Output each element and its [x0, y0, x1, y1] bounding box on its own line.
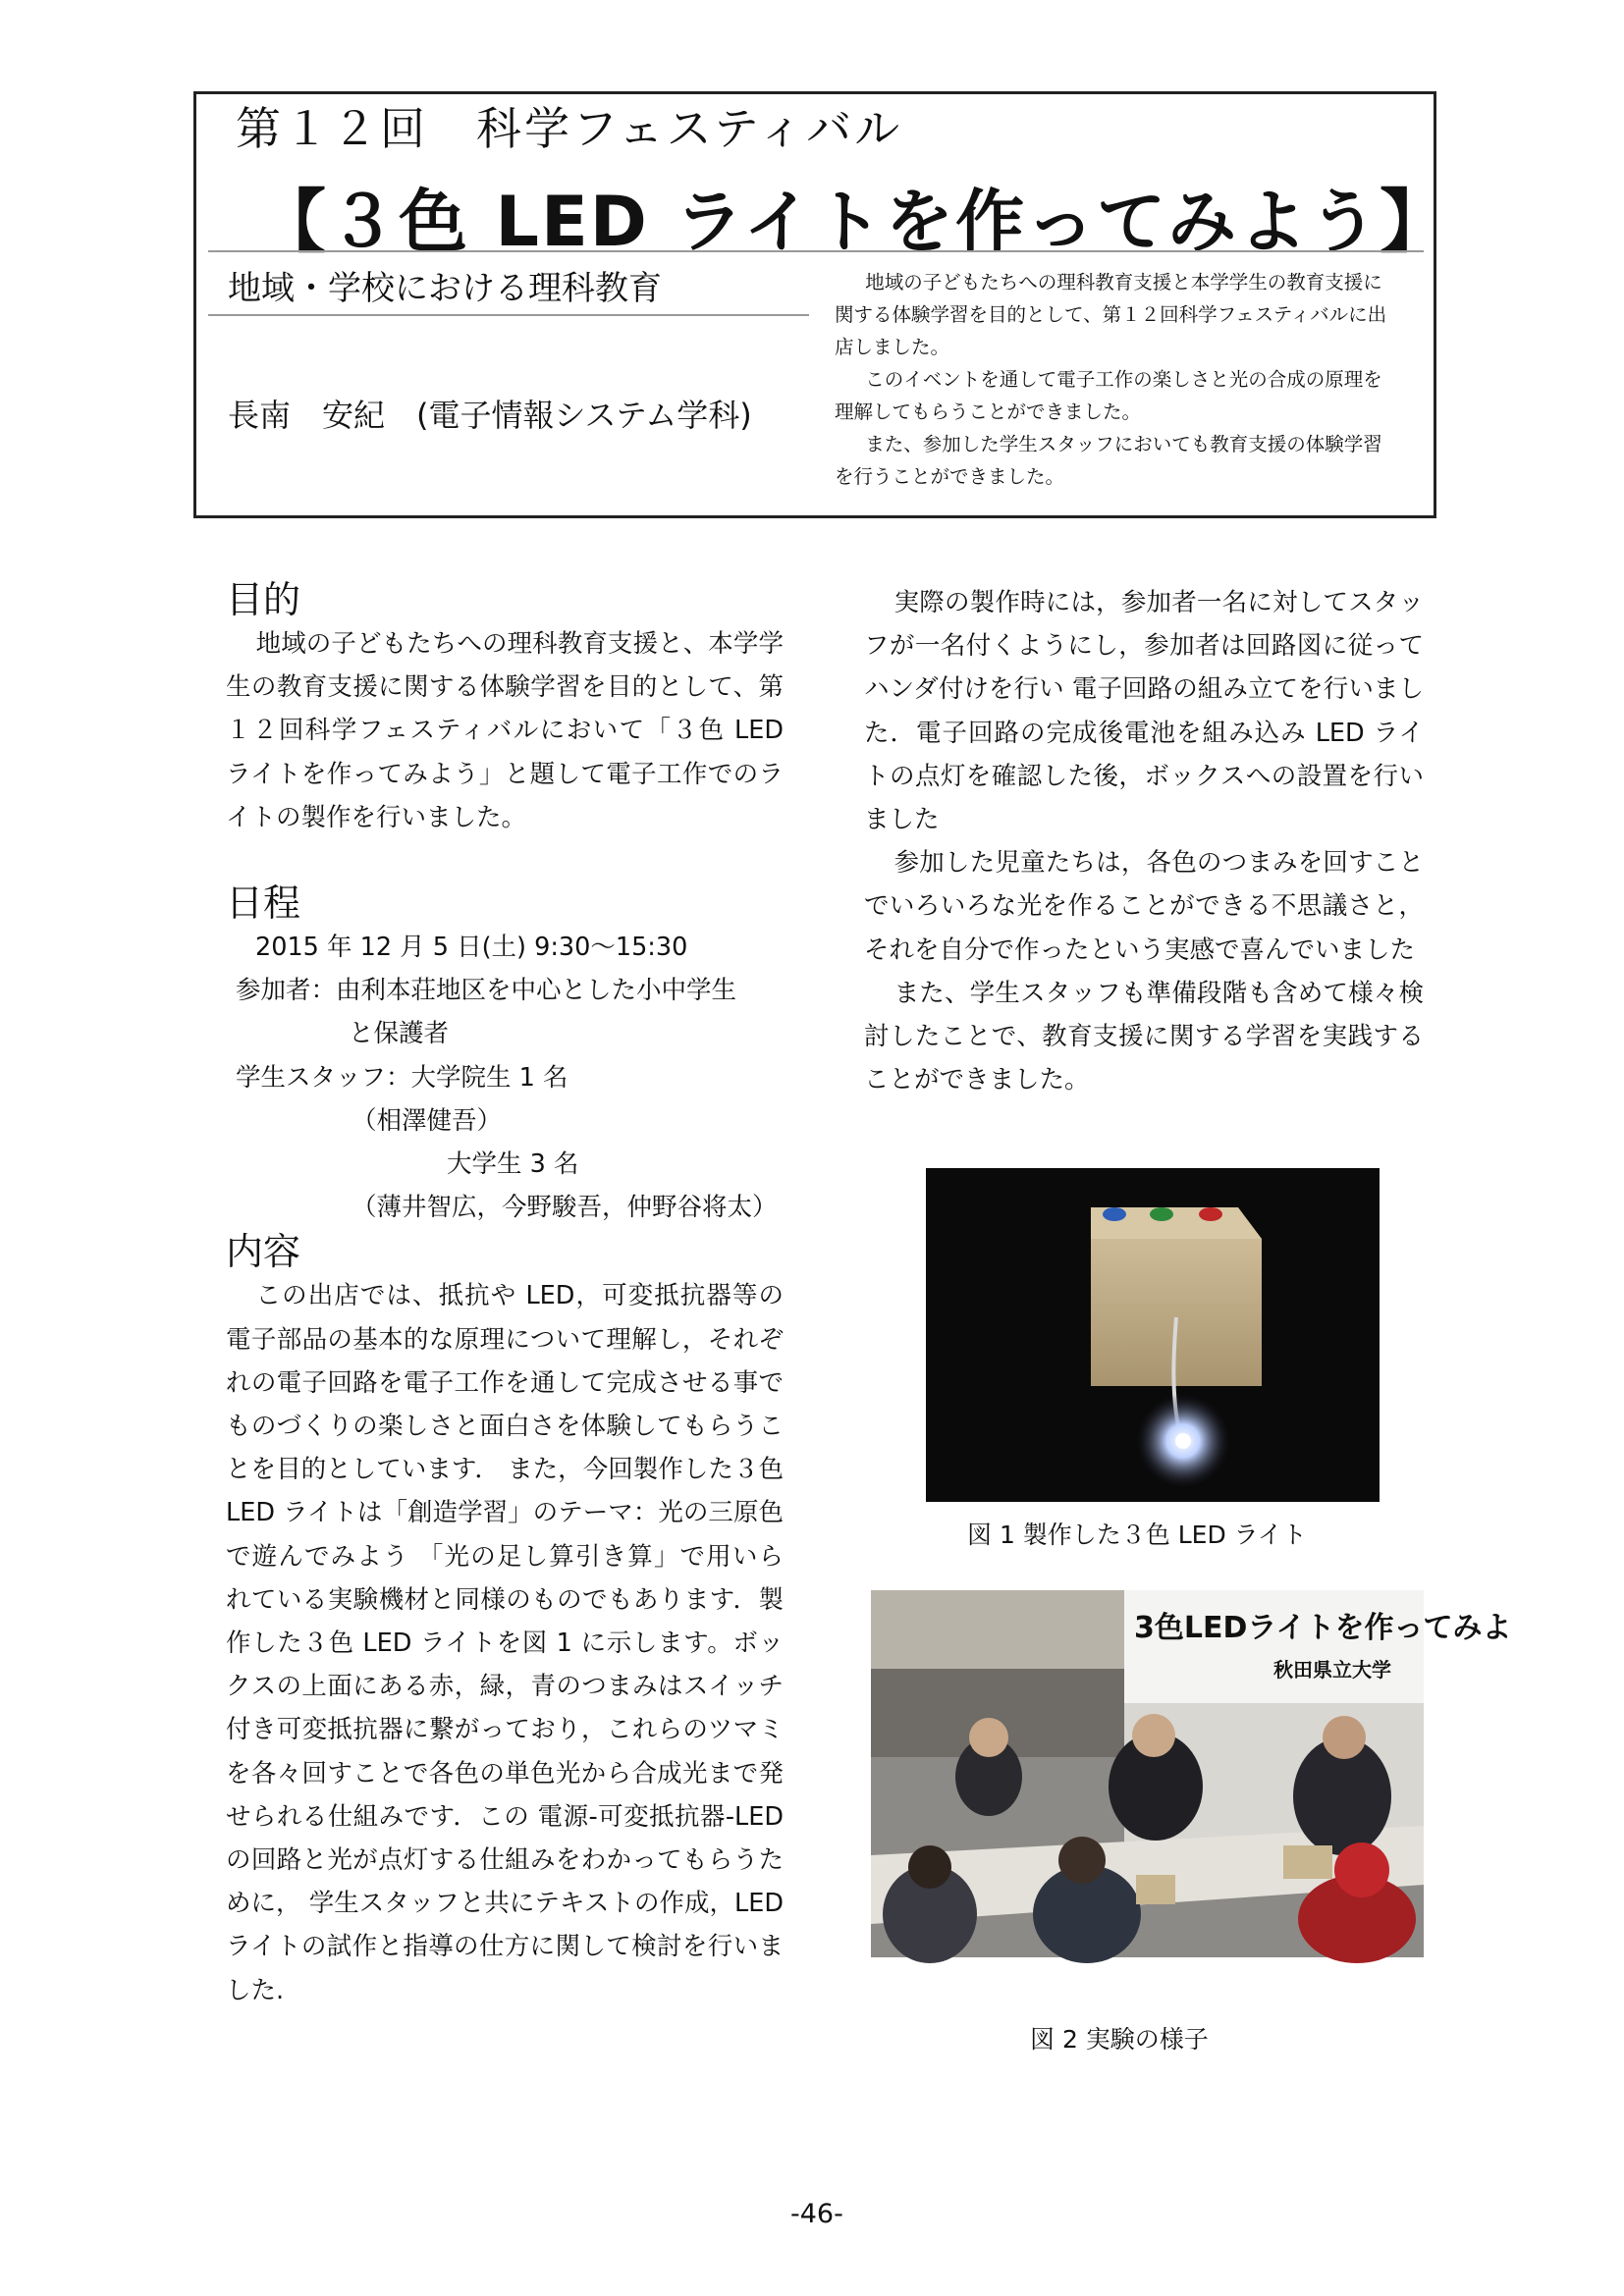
red-knob	[1199, 1207, 1222, 1221]
banner-title: 3色LEDライトを作ってみよ	[1134, 1611, 1512, 1645]
box-front	[1091, 1239, 1262, 1386]
figure-1-photo	[926, 1168, 1380, 1502]
schedule-staff: 学生スタッフ：大学院生 1 名	[236, 1062, 568, 1093]
schedule-date: 2015 年 12 月 5 日(土) 9:30～15:30	[255, 933, 688, 963]
banner-subtitle: 秋田県立大学	[1273, 1658, 1391, 1682]
schedule-participants-cont: と保護者	[349, 1019, 450, 1049]
abstract	[835, 266, 1389, 493]
schedule-staff-undergrad-names: （薄井智広，今野駿吾，仲野谷将太）	[352, 1193, 778, 1223]
blue-knob	[1103, 1207, 1126, 1221]
green-knob	[1150, 1207, 1173, 1221]
author-line: 長南 安紀 (電子情報システム学科)	[228, 397, 752, 434]
purpose-heading: 目的	[226, 578, 301, 621]
schedule-heading: 日程	[226, 881, 301, 926]
content-text: この出店では、抵抗や LED，可変抵抗器等の電子部品の基本的な原理について理解し，それぞれの電子回路を電子工作を通して完成させる事でものづくりの楽しさと面白さを体験してもらうことを目的としています． また，今回製作した３色 LED ライトは「創造学習」のテーマ：光の三原色で遊んでみよう 「光の足し算引き算」で用いられている実験機材と同様のものでもあります．製作した３色 LED ライトを図 1 に示します。ボックスの上面にある赤，緑，青のつまみはスイッチ付き可変抵抗器に繋がっており，これらのツマミを各々回すことで各色の単色光から合成光まで発せられる仕組みです．この 電源-可変抵抗器-LED の回路と光が点灯する仕組みをわかってもらうために， 学生スタッフと共にテキストの作成，LED ライトの試作と指導の仕方に関して検討を行いました.	[226, 1281, 784, 2005]
category-divider	[208, 314, 809, 316]
figure-2-photo	[871, 1590, 1512, 1957]
page-title: 【３色 LED ライトを作ってみよう】	[257, 182, 1451, 262]
led	[1175, 1433, 1191, 1449]
schedule-staff-undergrad: 大学生 3 名	[447, 1149, 579, 1180]
purpose-text: 地域の子どもたちへの理科教育支援と、本学学生の教育支援に関する体験学習を目的として、第１２回科学フェスティバルにおいて「３色 LED ライトを作ってみよう」と題して電子工作でのライトの製作を行いました。	[226, 629, 784, 832]
right-paragraph: 実際の製作時には，参加者一名に対してスタッフが一名付くようにし，参加者は回路図に従ってハンダ付けを行い 電子回路の組み立てを行いました．電子回路の完成後電池を組み込み LED ライトの点灯を確認した後，ボックスへの設置を行いました	[864, 588, 1424, 835]
left-column	[226, 577, 784, 2012]
schedule-participants: 参加者：由利本荘地区を中心とした小中学生	[236, 976, 737, 1006]
abstract-paragraph: また、参加した学生スタッフにおいても教育支援の体験学習を行うことができました。	[835, 433, 1382, 488]
content-heading: 内容	[226, 1230, 301, 1274]
title-divider	[208, 250, 1424, 252]
banner	[1124, 1590, 1424, 1703]
right-paragraph: また、学生スタッフも準備段階も含めて様々検討したことで、教育支援に関する学習を実践することができました。	[864, 978, 1424, 1095]
figure-2-caption: 図 2 実験の様子	[1030, 2025, 1209, 2054]
right-paragraph: 参加した児童たちは，各色のつまみを回すことでいろいろな光を作ることができる不思議さと，それを自分で作ったという実感で喜んでいました	[864, 848, 1424, 965]
abstract-paragraph: 地域の子どもたちへの理科教育支援と本学学生の教育支援に関する体験学習を目的として、第１２回科学フェスティバルに出店しました。	[835, 271, 1387, 358]
schedule-staff-grad-name: （相澤健吾）	[352, 1105, 503, 1136]
abstract-paragraph: このイベントを通して電子工作の楽しさと光の合成の原理を理解してもらうことができました。	[835, 368, 1382, 423]
right-column	[864, 581, 1424, 1101]
category-label: 地域・学校における理科教育	[228, 269, 662, 308]
event-name: 第１２回 科学フェスティバル	[236, 102, 903, 155]
page-number: -46-	[790, 2199, 843, 2229]
figure-1-caption: 図 1 製作した３色 LED ライト	[967, 1521, 1307, 1549]
